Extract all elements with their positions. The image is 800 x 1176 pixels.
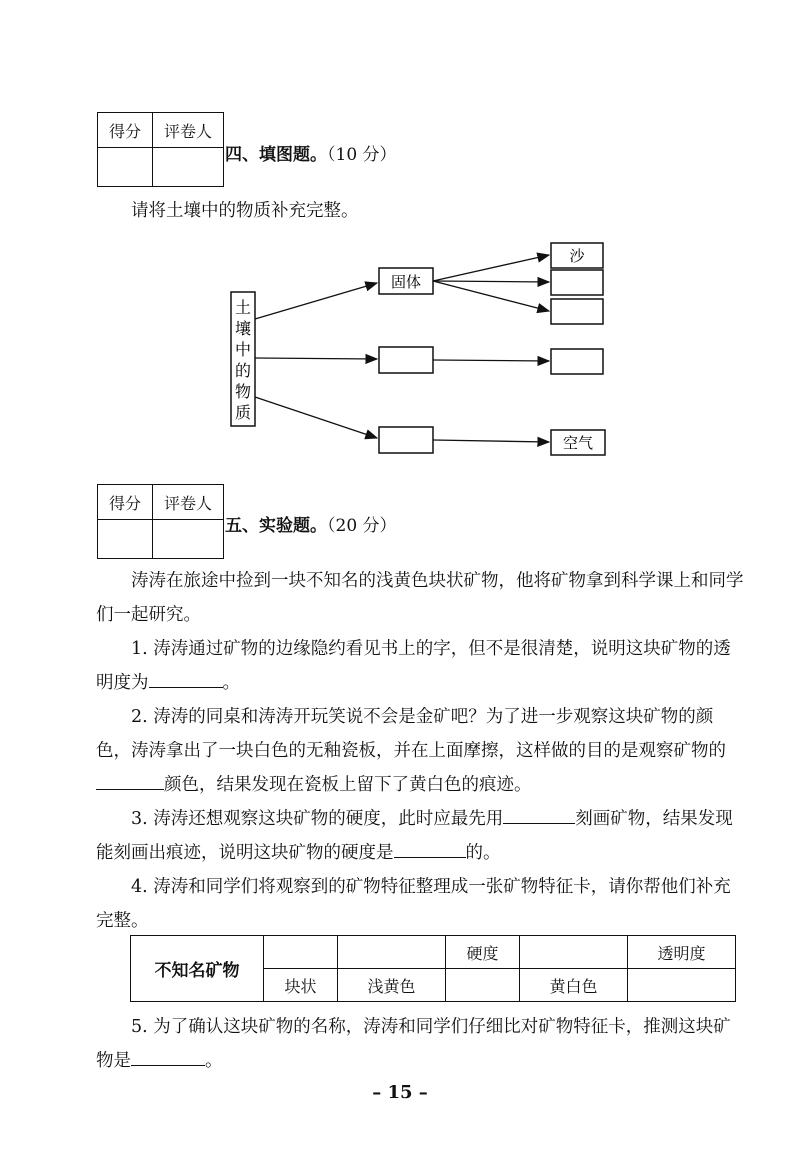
- section5-body: [96, 564, 746, 938]
- blank-box-bottom[interactable]: [379, 427, 433, 453]
- soil-diagram: [0, 0, 800, 480]
- q3-mid: 刻画矿物，结果发现能刻画出痕迹，说明这块矿物的硬度是: [96, 809, 733, 863]
- q5-text: 5. 为了确认这块矿物的名称，涛涛和同学们仔细比对矿物特征卡，推测这块矿物是: [96, 1017, 731, 1071]
- arrow-to-air: [433, 440, 549, 442]
- table-cell: 硬度: [446, 936, 520, 969]
- blank-box-middle[interactable]: [379, 347, 433, 373]
- page-number: – 15 –: [372, 1082, 428, 1103]
- grader-cell[interactable]: [153, 520, 224, 559]
- table-cell: 黄白色: [520, 969, 628, 1002]
- question-1: [96, 632, 746, 700]
- section5-points: （20 分）: [327, 516, 397, 536]
- grader-label: 评卷人: [153, 113, 224, 148]
- q3-end: 的。: [465, 843, 501, 863]
- q5-end: 。: [205, 1051, 223, 1071]
- question-5-block: [96, 1010, 746, 1078]
- score-label: 得分: [98, 485, 153, 520]
- table-cell: 块状: [264, 969, 338, 1002]
- q3-text: 3. 涛涛还想观察这块矿物的硬度，此时应最先用: [131, 809, 504, 829]
- root-char: 物: [234, 382, 252, 401]
- section5-title: 五、实验题。: [225, 516, 327, 536]
- q3-answer-blank-1[interactable]: [503, 803, 575, 824]
- score-cell[interactable]: [98, 520, 153, 559]
- table-cell: 透明度: [628, 936, 736, 969]
- score-label: 得分: [98, 113, 153, 148]
- q2-text: 2. 涛涛的同桌和涛涛开玩笑说不会是金矿吧？为了进一步观察这块矿物的颜色，涛涛拿出了一块白色的无釉瓷板，并在上面摩擦，这样做的目的是观察矿物的: [96, 707, 726, 761]
- section4-instruction: 请将土壤中的物质补充完整。: [131, 201, 359, 221]
- q1-answer-blank[interactable]: [149, 667, 223, 688]
- root-label: [235, 298, 251, 422]
- root-char: 中: [234, 340, 252, 359]
- blank-box-leaf2[interactable]: [551, 270, 603, 295]
- q5-answer-blank[interactable]: [131, 1045, 205, 1066]
- section4-points: （10 分）: [327, 145, 397, 165]
- arrow-to-bottom: [255, 397, 377, 438]
- sand-label: 沙: [569, 247, 585, 265]
- table-cell[interactable]: [628, 969, 736, 1002]
- section4-title: 四、填图题。: [225, 145, 327, 165]
- q2-end: 颜色，结果发现在瓷板上留下了黄白色的痕迹。: [164, 775, 532, 795]
- section5-heading: [225, 511, 397, 536]
- table-cell[interactable]: [338, 936, 446, 969]
- blank-box-leaf4[interactable]: [551, 349, 603, 374]
- score-table-section5: [97, 484, 224, 559]
- mineral-feature-table: [130, 935, 736, 1002]
- solid-label: 固体: [390, 273, 422, 291]
- q2-answer-blank[interactable]: [96, 769, 164, 790]
- table-cell: 浅黄色: [338, 969, 446, 1002]
- question-2: [96, 700, 746, 802]
- question-3: [96, 802, 746, 870]
- mineral-row-label: 不知名矿物: [131, 936, 264, 1002]
- table-cell[interactable]: [264, 936, 338, 969]
- blank-box-leaf3[interactable]: [551, 299, 603, 324]
- q1-text: 1. 涛涛通过矿物的边缘隐约看见书上的字，但不是很清楚，说明这块矿物的透明度为: [96, 639, 731, 693]
- air-label: 空气: [562, 434, 594, 452]
- root-char: 质: [234, 403, 252, 422]
- arrow-to-solid: [255, 283, 377, 319]
- root-char: 的: [234, 361, 252, 380]
- section5-intro: 涛涛在旅途中捡到一块不知名的浅黄色块状矿物，他将矿物拿到科学课上和同学们一起研究。: [96, 571, 744, 625]
- q1-end: 。: [222, 673, 240, 693]
- table-cell[interactable]: [520, 936, 628, 969]
- arrow-to-middle: [255, 358, 377, 359]
- root-char: 壤: [234, 319, 252, 338]
- q3-answer-blank-2[interactable]: [394, 837, 466, 858]
- question-4: 4. 涛涛和同学们将观察到的矿物特征整理成一张矿物特征卡，请你帮他们补充完整。: [96, 877, 731, 931]
- arrow-to-leaf4: [433, 360, 549, 361]
- arrow-to-sand: [433, 255, 549, 281]
- arrow-to-leaf2: [433, 281, 549, 282]
- question-5: [96, 1010, 746, 1078]
- arrow-to-leaf3: [433, 281, 549, 311]
- table-cell[interactable]: [446, 969, 520, 1002]
- grader-label: 评卷人: [153, 485, 224, 520]
- root-char: 土: [234, 298, 252, 317]
